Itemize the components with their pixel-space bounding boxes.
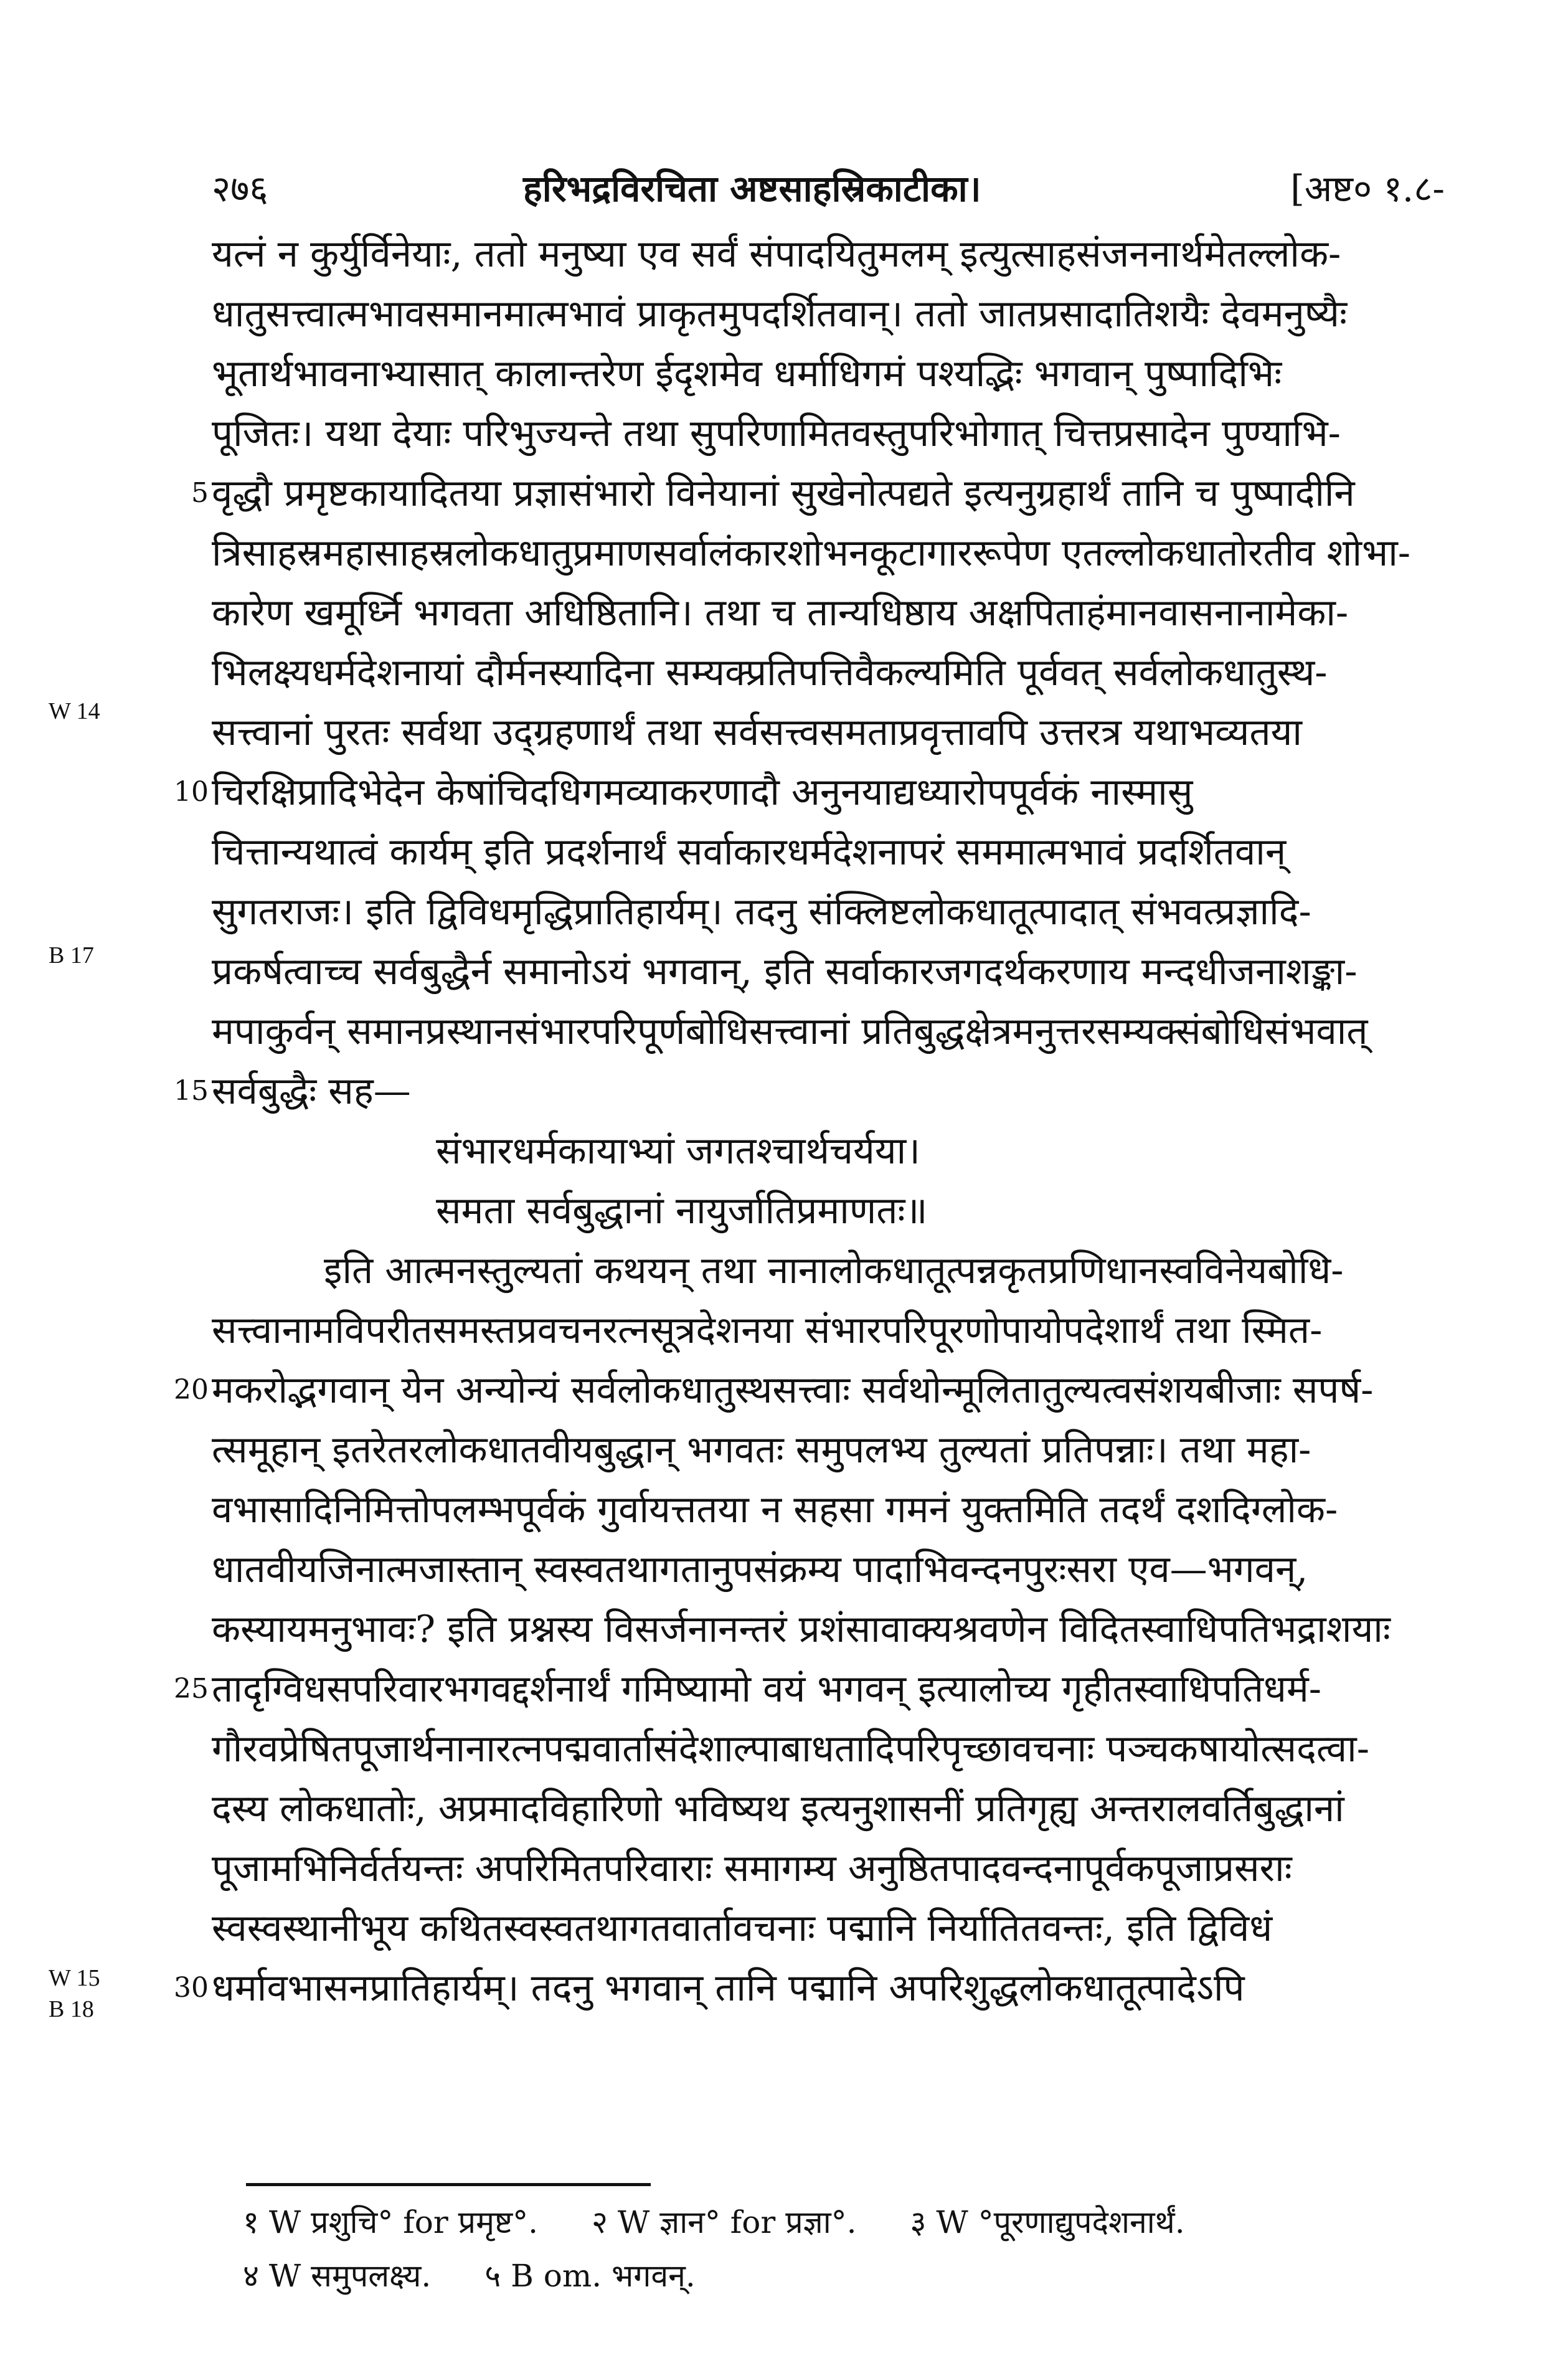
section-reference: [अष्ट० १.८-	[1290, 168, 1445, 210]
footnote-3: ३ W °पूरणाद्युपदेशनार्थं.	[910, 2204, 1185, 2240]
line-text: चिरक्षिप्रादिभेदेन केषांचिदधिगमव्याकरणादौ अनुनयाद्यध्यारोपपूर्वकं नास्मासु	[212, 770, 1193, 814]
line-text: सत्त्वानामविपरीतसमस्तप्रवचनरत्नसूत्रदेशनया संभारपरिपूरणोपायोपदेशार्थं तथा स्मित-	[212, 1309, 1323, 1352]
line-number: 25	[174, 1673, 209, 1705]
text-line	[0, 1659, 1568, 1719]
text-line	[0, 463, 1568, 523]
line-text: स्वस्वस्थानीभूय कथितस्वस्वतथागतवार्तावचनाः पद्मानि निर्यातितवन्तः, इति द्विविधं	[212, 1906, 1273, 1950]
line-text: भिलक्ष्यधर्मदेशनायां दौर्मनस्यादिना सम्यक्प्रतिपत्तिवैकल्यमिति पूर्ववत् सर्वलोकधातुस्थ-	[212, 651, 1328, 694]
text-line	[0, 583, 1568, 643]
line-number: 15	[174, 1075, 209, 1107]
text-line	[0, 1480, 1568, 1540]
footnote-line	[243, 2249, 1451, 2303]
text-line	[0, 1540, 1568, 1599]
text-line	[0, 523, 1568, 583]
line-text: वृद्धौ प्रमृष्टकायादितया प्रज्ञासंभारो विनेयानां सुखेनोत्पद्यते इत्यनुग्रहार्थं तानि च पुष्पादीनि	[212, 471, 1355, 515]
line-text: प्रकर्षत्वाच्च सर्वबुद्धैर्न समानोऽयं भगवान्, इति सर्वाकारजगदर्थकरणाय मन्दधीजनाशङ्का-	[212, 950, 1358, 993]
line-text: यत्नं न कुर्युर्विनेयाः, ततो मनुष्या एव सर्वं संपादयितुमलम् इत्युत्साहसंजननार्थमेतल्लोक-	[212, 232, 1341, 276]
line-number: 30	[174, 1972, 209, 2004]
line-text: सर्वबुद्धैः सह—	[212, 1069, 411, 1113]
side-label-b17: B 17	[49, 942, 94, 969]
text-line	[0, 762, 1568, 822]
line-text: त्समूहान् इतरेतरलोकधातवीयबुद्धान् भगवतः समुपलभ्य तुल्यतां प्रतिपन्नाः। तथा महा-	[212, 1428, 1311, 1472]
side-label-w14: W 14	[49, 698, 100, 724]
footnote-line	[243, 2195, 1451, 2249]
line-number: 20	[174, 1374, 209, 1406]
page-header	[212, 161, 1445, 217]
line-text: समता सर्वबुद्धानां नायुर्जातिप्रमाणतः॥	[436, 1189, 928, 1233]
side-label-w15: W 15	[49, 1965, 100, 1991]
line-text: पूजामभिनिर्वर्तयन्तः अपरिमितपरिवाराः समागम्य अनुष्ठितपादवन्दनापूर्वकपूजाप्रसराः	[212, 1847, 1292, 1890]
line-text: इति आत्मनस्तुल्यतां कथयन् तथा नानालोकधातूत्पन्नकृतप्रणिधानस्वविनेयबोधि-	[324, 1249, 1344, 1292]
line-text: गौरवप्रेषितपूजार्थनानारत्नपद्मवार्तासंदेशाल्पाबाधतादिपरिपृच्छावचनाः पञ्चकषायोत्सदत्वा-	[212, 1727, 1369, 1771]
text-line	[0, 224, 1568, 284]
line-text: दस्य लोकधातोः, अप्रमादविहारिणो भविष्यथ इत्यनुशासनीं प्रतिगृह्य अन्तरालवर्तिबुद्धानां	[212, 1787, 1344, 1831]
text-line	[0, 1898, 1568, 1958]
text-line	[0, 1181, 1568, 1241]
line-text: धातुसत्त्वात्मभावसमानमात्मभावं प्राकृतमुपदर्शितवान्। ततो जातप्रसादातिशयैः देवमनुष्यैः	[212, 292, 1348, 336]
line-text: कस्यायमनुभावः? इति प्रश्नस्य विसर्जनानन्तरं प्रशंसावाक्यश्रवणेन विदितस्वाधिपतिभद्राशयाः	[212, 1608, 1391, 1651]
body-text	[0, 224, 1568, 2018]
line-text: सुगतराजः। इति द्विविधमृद्धिप्रातिहार्यम्। तदनु संक्लिष्टलोकधातूत्पादात् संभवत्प्रज्ञादि-	[212, 890, 1311, 934]
text-line	[0, 1241, 1568, 1300]
text-line	[0, 942, 1568, 1002]
text-line	[0, 1360, 1568, 1420]
text-line	[0, 1121, 1568, 1181]
page-number: २७६	[212, 168, 268, 210]
text-line	[0, 703, 1568, 762]
line-text: वभासादिनिमित्तोपलम्भपूर्वकं गुर्वायत्ततया न सहसा गमनं युक्तमिति तदर्थं दशदिग्लोक-	[212, 1488, 1338, 1532]
text-line	[0, 284, 1568, 344]
footnote-2: २ W ज्ञान° for प्रज्ञा°.	[591, 2204, 857, 2240]
text-line	[0, 822, 1568, 882]
text-line	[0, 1061, 1568, 1121]
text-line	[0, 1002, 1568, 1061]
text-line	[0, 1719, 1568, 1779]
line-text: तादृग्विधसपरिवारभगवद्दर्शनार्थं गमिष्यामो वयं भगवन् इत्यालोच्य गृहीतस्वाधिपतिधर्म-	[212, 1667, 1322, 1711]
footnote-1: १ W प्रशुचि° for प्रमृष्ट°.	[243, 2204, 539, 2240]
text-line	[0, 1599, 1568, 1659]
line-text: संभारधर्मकायाभ्यां जगतश्चार्थचर्यया।	[436, 1129, 920, 1173]
text-line	[0, 1958, 1568, 2018]
line-number: 10	[174, 776, 209, 808]
line-text: धर्मावभासनप्रातिहार्यम्। तदनु भगवान् तानि पद्मानि अपरिशुद्धलोकधातूत्पादेऽपि	[212, 1966, 1245, 2010]
line-text: मपाकुर्वन् समानप्रस्थानसंभारपरिपूर्णबोधिसत्त्वानां प्रतिबुद्धक्षेत्रमनुत्तरसम्यक्संबोधिसंभवात्	[212, 1010, 1368, 1053]
text-line	[0, 1839, 1568, 1898]
footnote-rule	[246, 2183, 651, 2186]
line-text: सत्त्वानां पुरतः सर्वथा उद्ग्रहणार्थं तथा सर्वसत्त्वसमताप्रवृत्तावपि उत्तरत्र यथाभव्यतया	[212, 711, 1302, 754]
line-text: भूतार्थभावनाभ्यासात् कालान्तरेण ईदृशमेव धर्माधिगमं पश्यद्भिः भगवान् पुष्पादिभिः	[212, 352, 1282, 396]
line-text: कारेण खमूर्ध्नि भगवता अधिष्ठितानि। तथा च तान्यधिष्ठाय अक्षपिताहंमानवासनानामेका-	[212, 591, 1349, 635]
line-text: धातवीयजिनात्मजास्तान् स्वस्वतथागतानुपसंक्रम्य पादाभिवन्दनपुरःसरा एव—भगवन्,	[212, 1548, 1308, 1591]
text-line	[0, 1300, 1568, 1360]
text-line	[0, 1420, 1568, 1480]
text-line	[0, 882, 1568, 942]
footnotes	[243, 2195, 1451, 2303]
footnote-4: ४ W समुपलक्ष्य.	[243, 2258, 432, 2294]
line-text: चित्तान्यथात्वं कार्यम् इति प्रदर्शनार्थं सर्वाकारधर्मदेशनापरं सममात्मभावं प्रदर्शितवान्	[212, 830, 1287, 874]
text-line	[0, 643, 1568, 703]
text-line	[0, 404, 1568, 463]
side-label-b18: B 18	[49, 1996, 94, 2022]
text-line	[0, 344, 1568, 404]
running-title: हरिभद्रविरचिता अष्टसाहस्रिकाटीका।	[523, 168, 981, 210]
footnote-5: ५ B om. भगवन्.	[484, 2258, 696, 2294]
line-number: 5	[191, 477, 209, 509]
text-line	[0, 1779, 1568, 1839]
line-text: मकरोद्भगवान् येन अन्योन्यं सर्वलोकधातुस्थसत्त्वाः सर्वथोन्मूलितातुल्यत्वसंशयबीजाः सपर्ष-	[212, 1368, 1374, 1412]
line-text: पूजितः। यथा देयाः परिभुज्यन्ते तथा सुपरिणामितवस्तुपरिभोगात् चित्तप्रसादेन पुण्याभि-	[212, 412, 1341, 455]
line-text: त्रिसाहस्रमहासाहस्रलोकधातुप्रमाणसर्वालंकारशोभनकूटागाररूपेण एतल्लोकधातोरतीव शोभा-	[212, 531, 1411, 575]
